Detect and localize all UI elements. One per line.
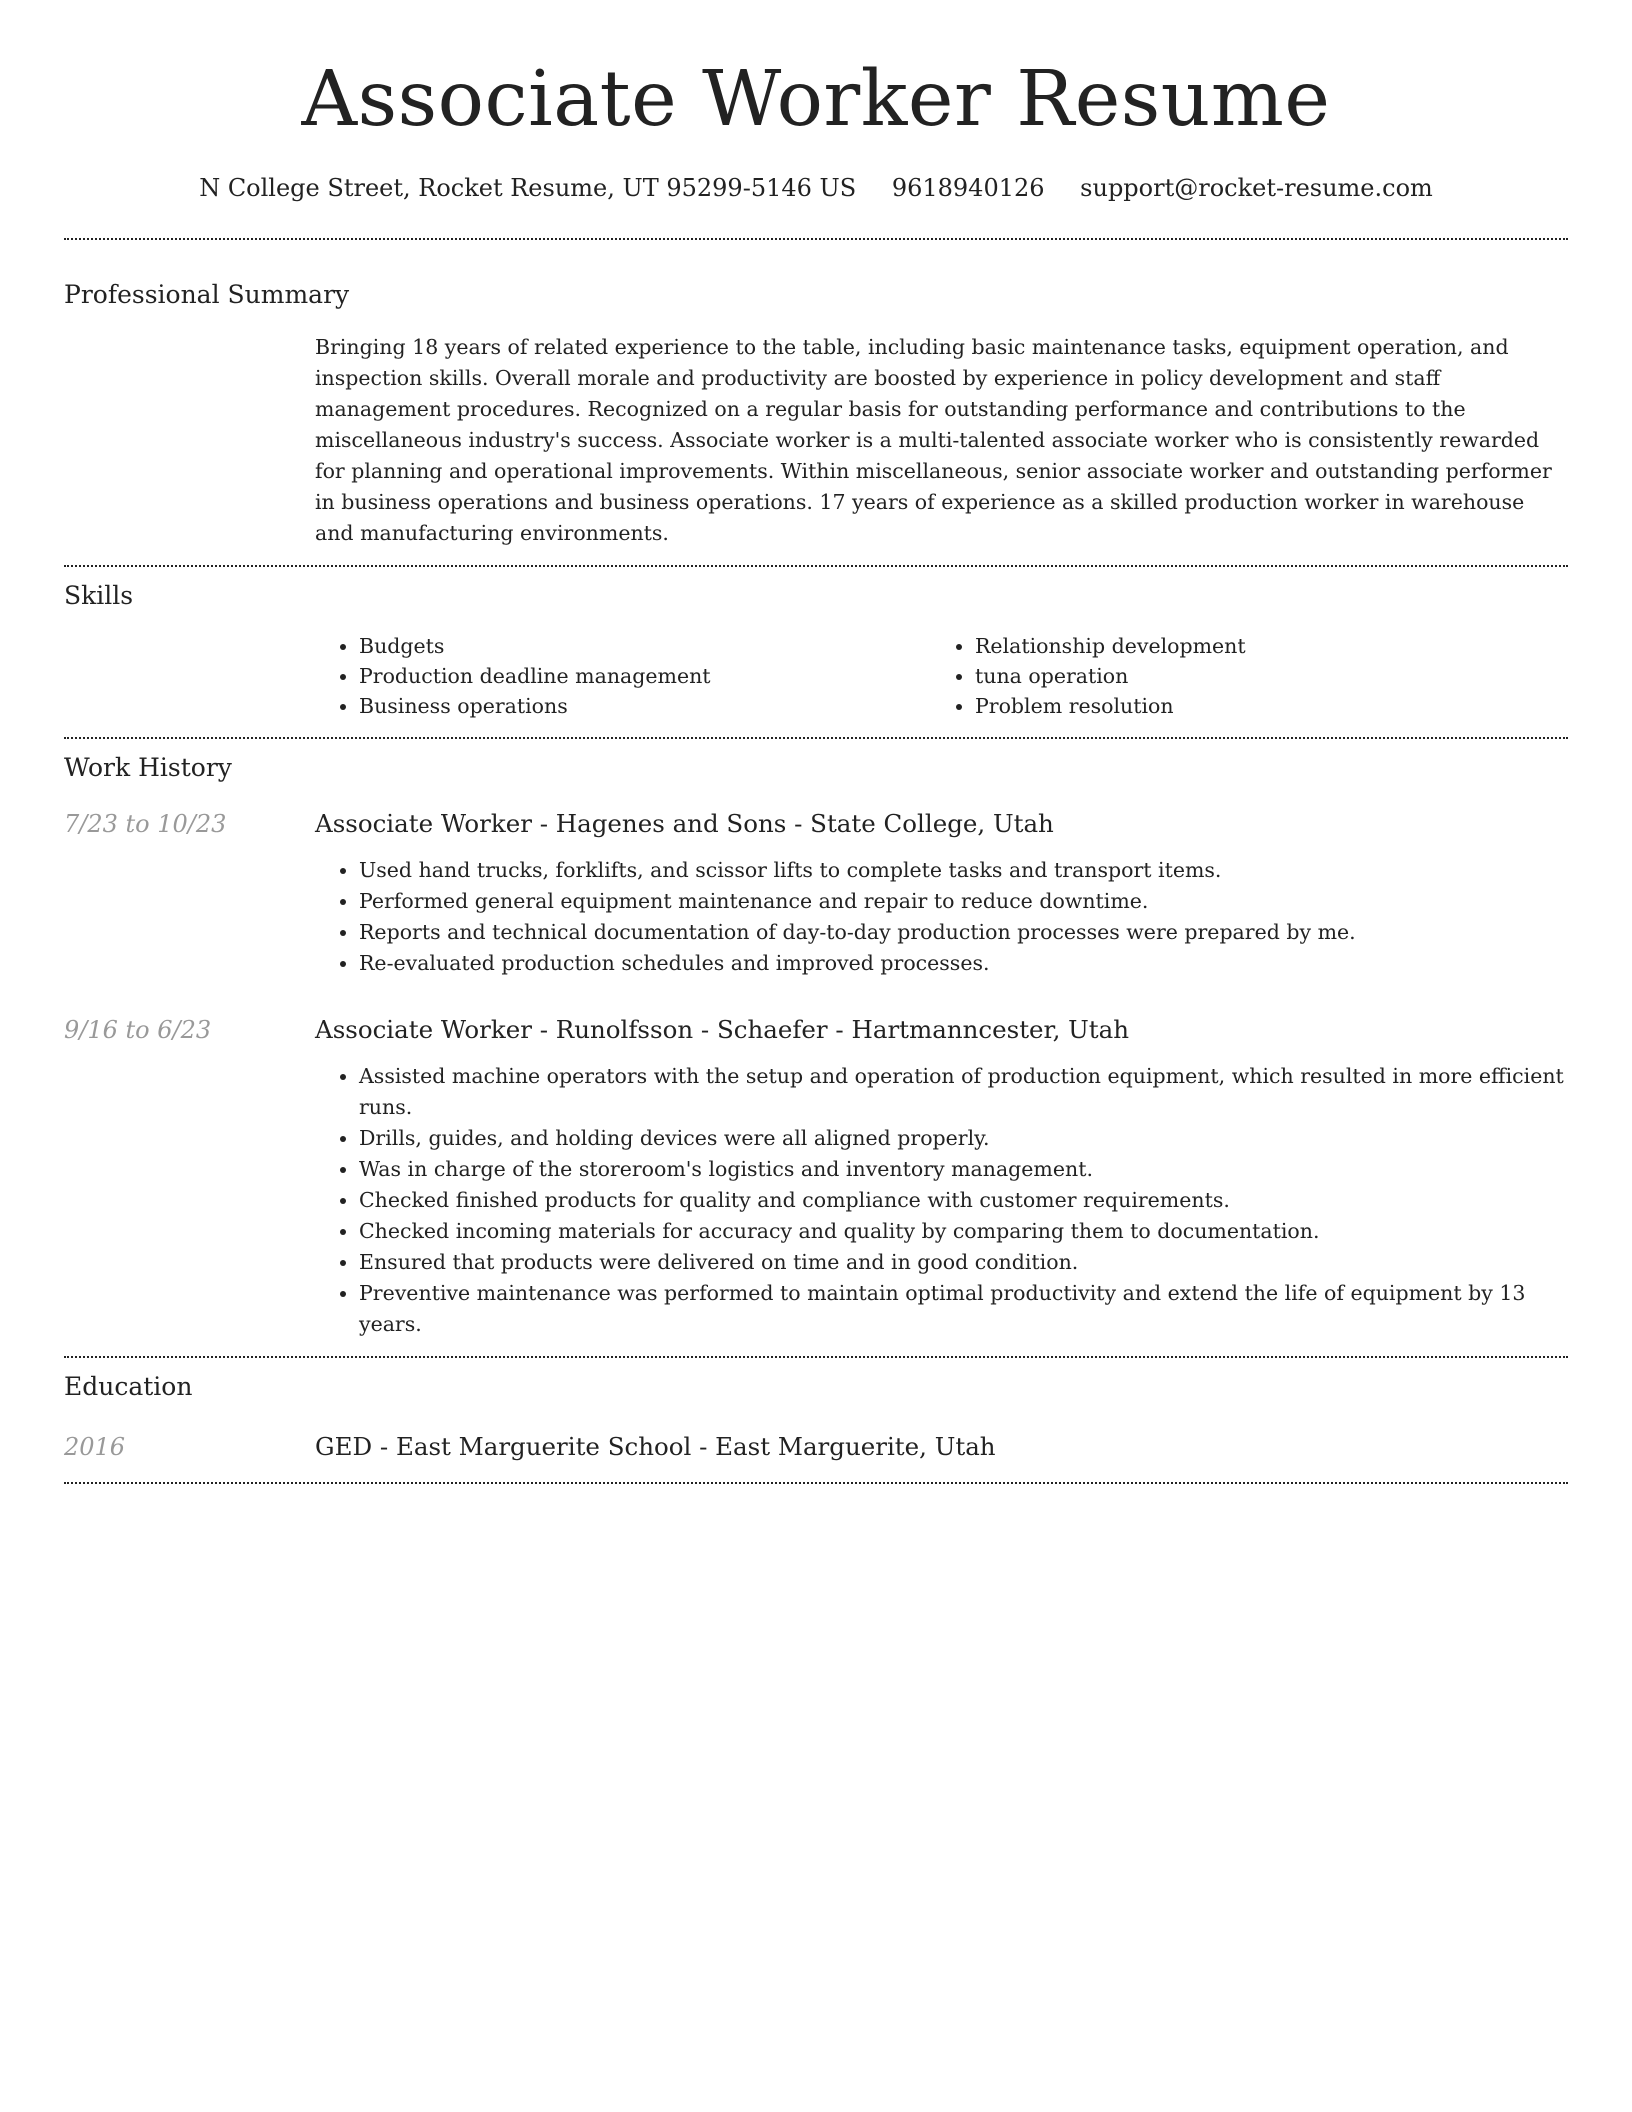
skill-item: • Relationship development bbox=[975, 631, 1547, 661]
job-details bbox=[315, 1013, 1568, 1340]
job-bullet: • Was in charge of the storeroom's logistics and inventory management. bbox=[359, 1154, 1568, 1185]
resume-title: Associate Worker Resume bbox=[301, 55, 1331, 144]
job-bullet: • Checked incoming materials for accuracy and quality by comparing them to documentation. bbox=[359, 1216, 1568, 1247]
job-dates: 7/23 to 10/23 bbox=[64, 810, 227, 838]
education-year: 2016 bbox=[64, 1433, 126, 1461]
divider bbox=[64, 238, 1568, 240]
education-title: GED - East Marguerite School - East Marguerite, Utah bbox=[315, 1432, 996, 1461]
job-bullet: • Drills, guides, and holding devices were all aligned properly. bbox=[359, 1123, 1568, 1154]
contact-phone: 9618940126 bbox=[891, 174, 1045, 202]
job-dates: 9/16 to 6/23 bbox=[64, 1016, 212, 1044]
contact-address: N College Street, Rocket Resume, UT 95299-5146 US bbox=[199, 174, 857, 202]
job-bullets bbox=[315, 855, 1568, 979]
divider bbox=[64, 565, 1568, 567]
education-heading: Education bbox=[64, 1372, 193, 1401]
job-details bbox=[315, 807, 1568, 979]
job-title: Associate Worker - Runolfsson - Schaefer - Hartmanncester, Utah bbox=[315, 1015, 1130, 1044]
job-bullet: • Ensured that products were delivered on time and in good condition. bbox=[359, 1247, 1568, 1278]
divider bbox=[64, 1482, 1568, 1484]
skill-item: • Production deadline management bbox=[359, 661, 931, 691]
contact-line bbox=[64, 172, 1568, 204]
job-entry bbox=[64, 1013, 1568, 1340]
job-entry bbox=[64, 807, 1568, 979]
skills-list bbox=[315, 631, 1568, 721]
contact-email: support@rocket-resume.com bbox=[1080, 174, 1433, 202]
education-entry bbox=[64, 1430, 1568, 1464]
job-title: Associate Worker - Hagenes and Sons - State College, Utah bbox=[315, 809, 1054, 838]
skills-heading: Skills bbox=[64, 581, 134, 610]
job-bullet: • Checked finished products for quality and compliance with customer requirements. bbox=[359, 1185, 1568, 1216]
job-bullet: • Preventive maintenance was performed to maintain optimal productivity and extend the life of equipment by 13 years. bbox=[359, 1278, 1568, 1340]
work-history-heading: Work History bbox=[64, 753, 232, 782]
job-bullet: • Assisted machine operators with the setup and operation of production equipment, which resulted in more efficient runs. bbox=[359, 1061, 1568, 1123]
job-bullet: • Performed general equipment maintenance and repair to reduce downtime. bbox=[359, 886, 1568, 917]
skills-column-right bbox=[931, 631, 1547, 721]
skill-item: • Problem resolution bbox=[975, 691, 1547, 721]
summary-heading: Professional Summary bbox=[64, 280, 350, 309]
skills-column-left bbox=[315, 631, 931, 721]
job-bullets bbox=[315, 1061, 1568, 1340]
job-bullet: • Used hand trucks, forklifts, and scissor lifts to complete tasks and transport items. bbox=[359, 855, 1568, 886]
job-bullet: • Re-evaluated production schedules and improved processes. bbox=[359, 948, 1568, 979]
job-bullet: • Reports and technical documentation of day-to-day production processes were prepared by me. bbox=[359, 917, 1568, 948]
education-details bbox=[315, 1430, 1568, 1464]
divider bbox=[64, 1356, 1568, 1358]
summary-text: Bringing 18 years of related experience to the table, including basic maintenance tasks, equipment operation, and inspection skills. Overall morale and productivity are boosted by experience in policy development and staff management procedures. Recognized on a regular basis for outstanding performance and contributions to the miscellaneous industry's success. Associate worker is a multi-talented associate worker who is consistently rewarded for planning and operational improvements. Within miscellaneous, senior associate worker and outstanding performer in business operations and business operations. 17 years of experience as a skilled production worker in warehouse and manufacturing environments. bbox=[315, 335, 1552, 545]
skill-item: • Budgets bbox=[359, 631, 931, 661]
skill-item: • Business operations bbox=[359, 691, 931, 721]
skill-item: • tuna operation bbox=[975, 661, 1547, 691]
divider bbox=[64, 737, 1568, 739]
